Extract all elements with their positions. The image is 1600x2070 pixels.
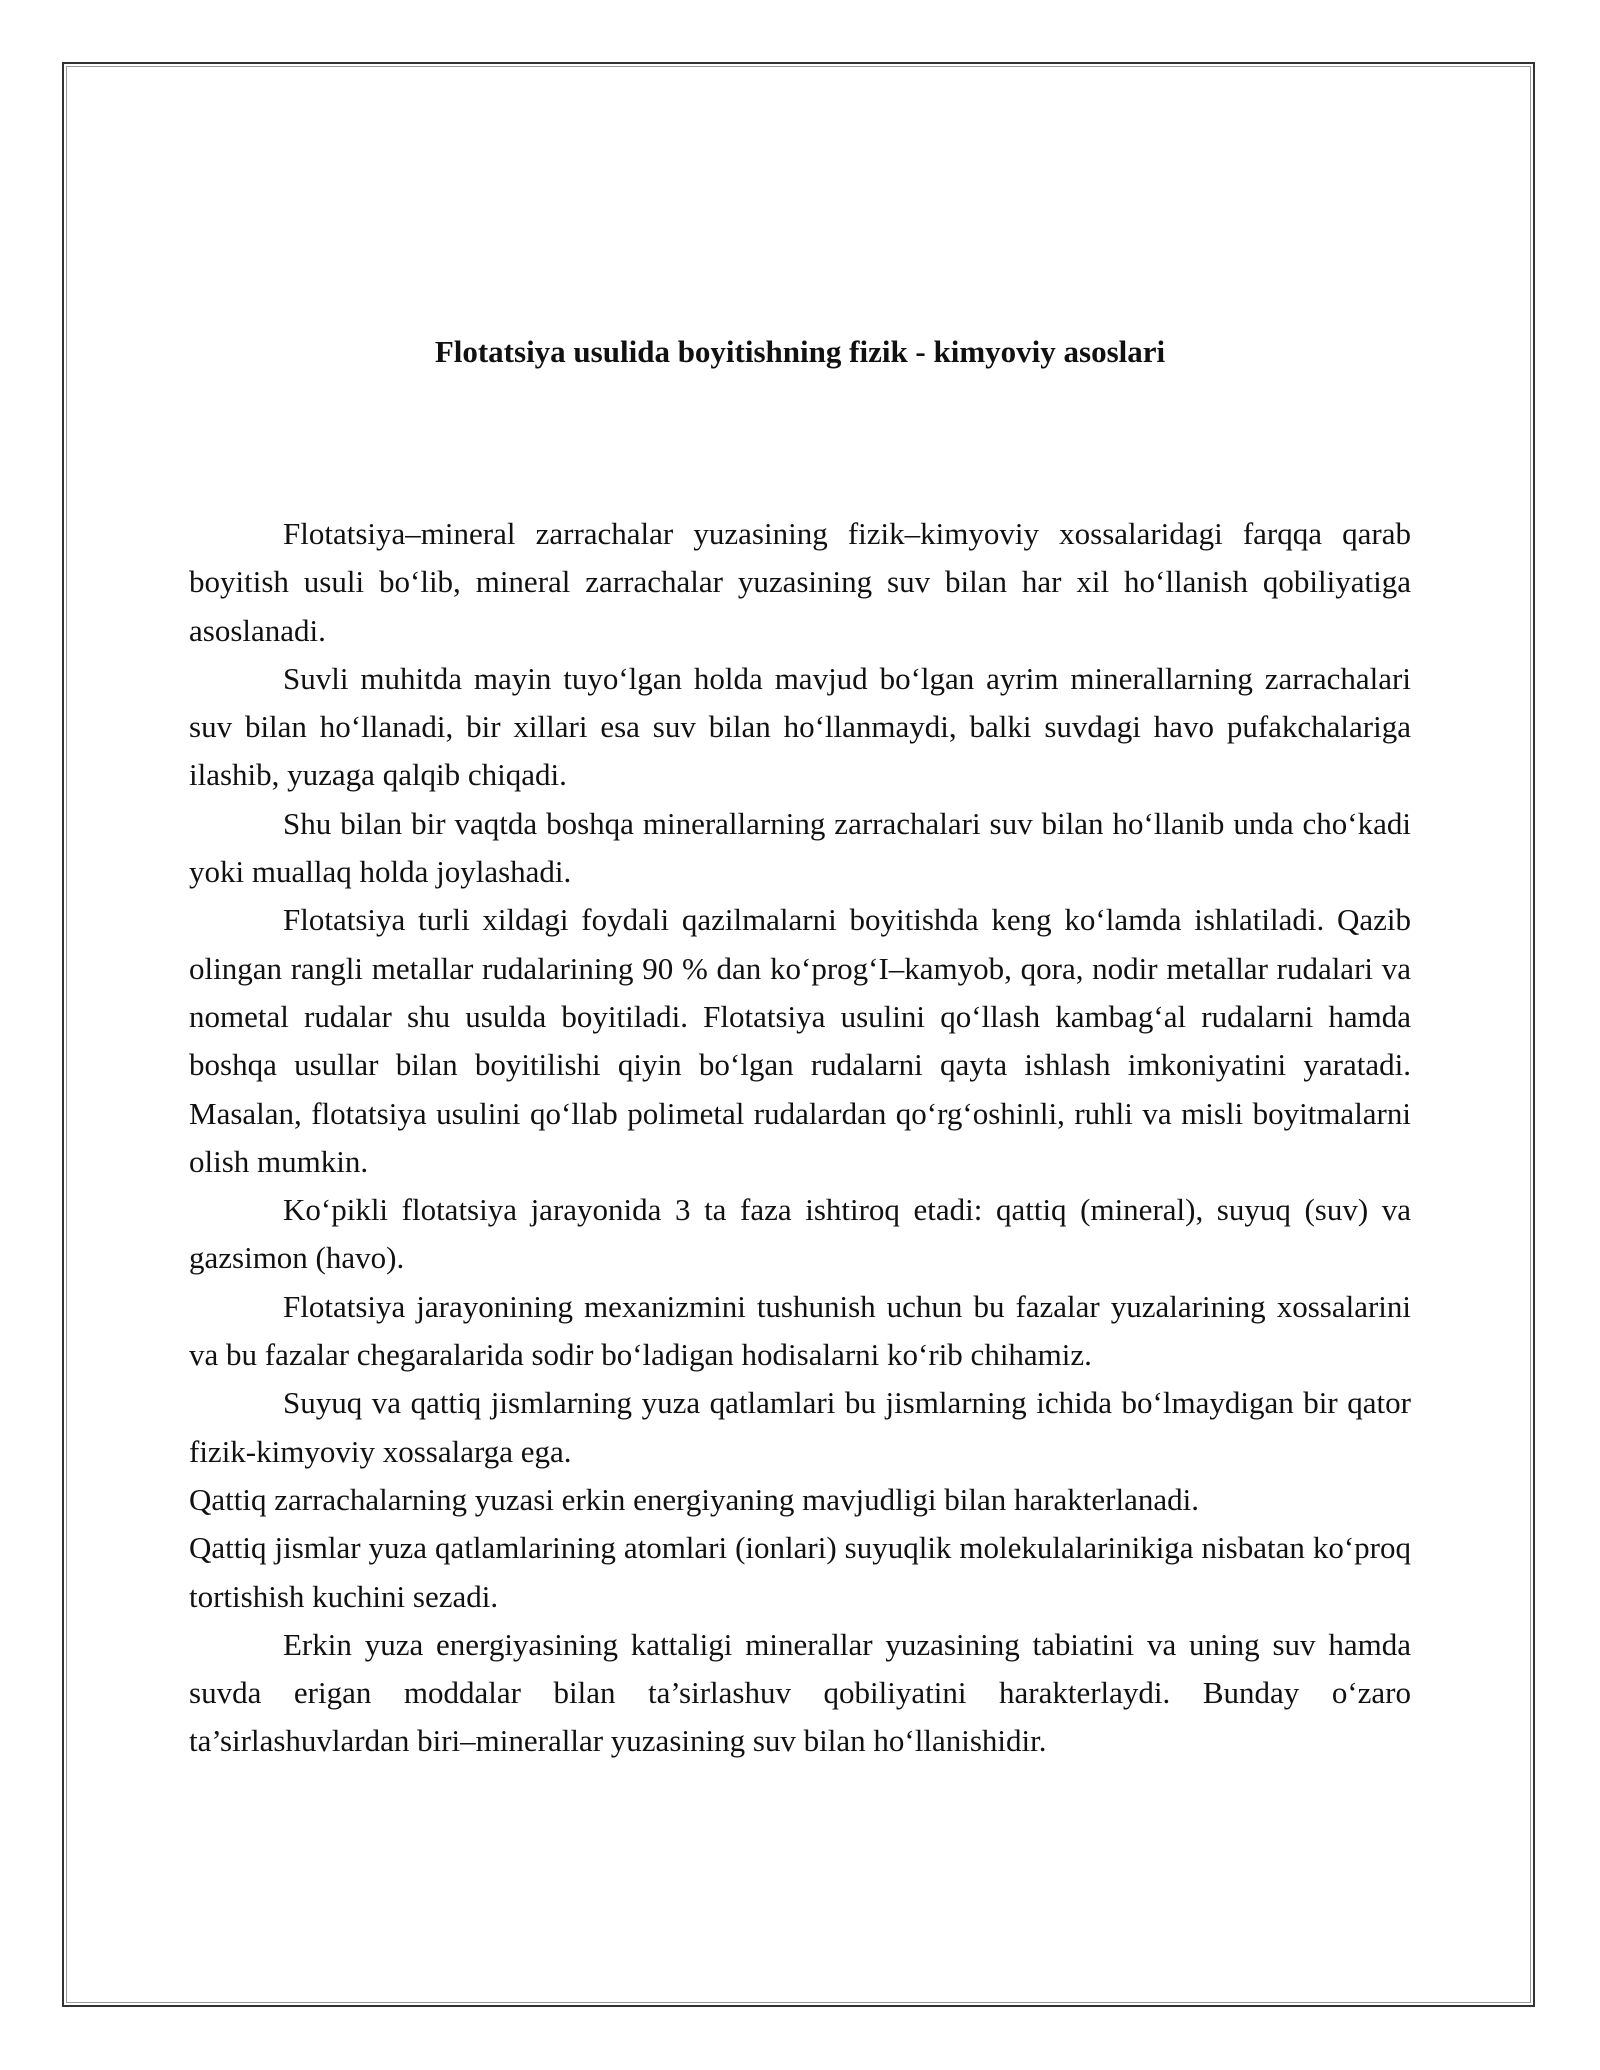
paragraph: Flotatsiya–mineral zarrachalar yuzasining fizik–kimyoviy xossalaridagi farqqa qarab boyitish usuli bo‘lib, mineral zarrachalar yuzasining suv bilan har xil ho‘llanish qobiliyatiga asoslanadi. — [189, 516, 1411, 648]
paragraph: Flotatsiya turli xildagi foydali qazilmalarni boyitishda keng ko‘lamda ishlatiladi. Qazib olingan rangli metallar rudalarining 90 % dan ko‘prog‘I–kamyob, qora, nodir metallar rudalari va nometal rudalar shu usulda boyitiladi. Flotatsiya usulini qo‘llash kambag‘al rudalarni hamda boshqa usullar bilan boyitilishi qiyin bo‘lgan rudalarni qayta ishlash imkoniyatini yaratadi. Masalan, flotatsiya usulini qo‘llab polimetal rudalardan qo‘rg‘oshinli, ruhli va misli boyitmalarni olish mumkin. — [189, 902, 1411, 1179]
document-title: Flotatsiya usulida boyitishning fizik - kimyoviy asoslari — [434, 334, 1166, 369]
document-body — [189, 510, 1411, 1766]
paragraph: Qattiq zarrachalarning yuzasi erkin energiyaning mavjudligi bilan harakterlanadi. — [189, 1481, 1199, 1517]
paragraph: Flotatsiya jarayonining mexanizmini tushunish uchun bu fazalar yuzalarining xossalarini va bu fazalar chegaralarida sodir bo‘ladigan hodisalarni ko‘rib chihamiz. — [189, 1288, 1411, 1373]
paragraph: Qattiq jismlar yuza qatlamlarining atomlari (ionlari) suyuqlik molekulalarinikiga nisbatan ko‘proq tortishish kuchini sezadi. — [189, 1530, 1411, 1614]
paragraph: Suyuq va qattiq jismlarning yuza qatlamlari bu jismlarning ichida bo‘lmaydigan bir qator fizik-kimyoviy xossalarga ega. — [189, 1385, 1411, 1469]
paragraph: Ko‘pikli flotatsiya jarayonida 3 ta faza ishtiroq etadi: qattiq (mineral), suyuq (suv) va gazsimon (havo). — [189, 1192, 1411, 1276]
paragraph: Shu bilan bir vaqtda boshqa minerallarning zarrachalari suv bilan ho‘llanib unda cho‘kadi yoki muallaq holda joylashadi. — [189, 805, 1411, 890]
paragraph: Suvli muhitda mayin tuyo‘lgan holda mavjud bo‘lgan ayrim minerallarning zarrachalari suv bilan ho‘llanadi, bir xillari esa suv bilan ho‘llanmaydi, balki suvdagi havo pufakchalariga ilashib, yuzaga qalqib chiqadi. — [189, 660, 1411, 793]
paragraph: Erkin yuza energiyasining kattaligi minerallar yuzasining tabiatini va uning suv hamda suvda erigan moddalar bilan ta’sirlashuv qobiliyatini harakterlaydi. Bunday o‘zaro ta’sirlashuvlardan biri–minerallar yuzasining suv bilan ho‘llanishidir. — [189, 1626, 1411, 1759]
